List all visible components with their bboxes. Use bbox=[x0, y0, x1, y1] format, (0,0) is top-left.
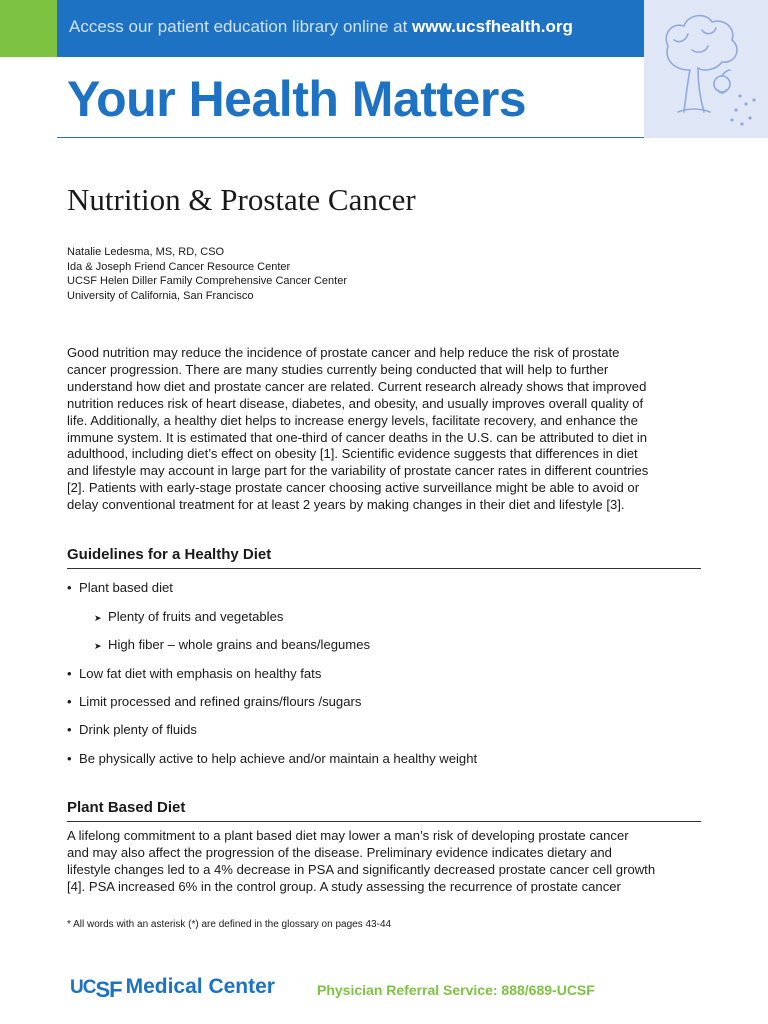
plant-line: lifestyle changes led to a 4% decrease in PSA and significantly decreased prostate cancer cell growth bbox=[67, 861, 656, 877]
list-item-text: High fiber – whole grains and beans/legumes bbox=[108, 637, 371, 652]
document-subtitle: Nutrition & Prostate Cancer bbox=[67, 182, 416, 217]
arrow-bullet-icon: ➤ bbox=[94, 641, 102, 651]
list-item bbox=[94, 637, 370, 652]
logo-uc: UC bbox=[70, 977, 96, 998]
intro-line: nutrition reduces risk of heart disease, diabetes, and obesity, and usually improves overall quality of bbox=[67, 395, 644, 411]
intro-line: life. Additionally, a healthy diet helps to increase energy levels, facilitate recovery, and enhance the bbox=[67, 412, 638, 428]
list-item-text: Plant based diet bbox=[79, 580, 173, 595]
title-divider bbox=[57, 137, 644, 138]
bullet-icon: • bbox=[67, 751, 72, 766]
list-item bbox=[67, 580, 173, 595]
plant-line: and may also affect the progression of the disease. Preliminary evidence indicates dietary and bbox=[67, 844, 612, 860]
banner-url-link[interactable]: www.ucsfhealth.org bbox=[412, 17, 573, 36]
list-item bbox=[67, 722, 197, 737]
intro-line: immune system. It is estimated that one-third of cancer deaths in the U.S. can be attributed to diet in bbox=[67, 429, 648, 445]
bullet-icon: • bbox=[67, 722, 72, 737]
banner-lead: Access our patient education library online at bbox=[69, 17, 413, 36]
intro-line: understand how diet and prostate cancer are related. Current research already shows that improved bbox=[67, 378, 647, 394]
plant-diet-heading: Plant Based Diet bbox=[67, 799, 186, 816]
list-item-text: Drink plenty of fluids bbox=[79, 722, 197, 737]
bullet-icon: • bbox=[67, 694, 72, 709]
intro-line: delay conventional treatment for at least 2 years by making changes in their diet and lifestyle [3]. bbox=[67, 497, 625, 513]
logo-ucsf bbox=[70, 977, 122, 1002]
author-block bbox=[67, 245, 347, 303]
list-item-text: Low fat diet with emphasis on healthy fats bbox=[79, 666, 322, 681]
green-accent-tab bbox=[0, 0, 57, 57]
intro-line: Good nutrition may reduce the incidence of prostate cancer and help reduce the risk of prostate bbox=[67, 345, 620, 360]
author-line: UCSF Helen Diller Family Comprehensive Cancer Center bbox=[67, 275, 347, 287]
list-item-text: Plenty of fruits and vegetables bbox=[108, 609, 284, 624]
physician-referral-text: Physician Referral Service: 888/689-UCSF bbox=[317, 982, 595, 998]
banner-text bbox=[69, 17, 573, 37]
plant-diet-paragraph bbox=[67, 828, 707, 896]
author-line: University of California, San Francisco bbox=[67, 289, 254, 302]
plant-diet-divider bbox=[67, 821, 701, 822]
logo-medical-center: Medical Center bbox=[125, 975, 275, 998]
list-item bbox=[67, 666, 321, 681]
list-item-text: Limit processed and refined grains/flours /sugars bbox=[79, 694, 362, 709]
tree-apple-icon bbox=[644, 0, 768, 138]
plant-line: [4]. PSA increased 6% in the control group. A study assessing the recurrence of prostate cancer bbox=[67, 878, 621, 894]
page-title: Your Health Matters bbox=[67, 71, 527, 127]
arrow-bullet-icon: ➤ bbox=[94, 613, 102, 623]
list-item-text: Be physically active to help achieve and/or maintain a healthy weight bbox=[79, 751, 478, 766]
glossary-footnote: * All words with an asterisk (*) are defined in the glossary on pages 43-44 bbox=[67, 919, 392, 930]
list-item bbox=[67, 694, 361, 709]
guidelines-heading: Guidelines for a Healthy Diet bbox=[67, 546, 272, 563]
intro-line: [2]. Patients with early-stage prostate cancer choosing active surveillance might be able to avoid or bbox=[67, 480, 640, 496]
plant-line: A lifelong commitment to a plant based diet may lower a man’s risk of developing prostate cancer bbox=[67, 828, 629, 843]
bullet-icon: • bbox=[67, 666, 72, 681]
list-item bbox=[94, 609, 283, 624]
guidelines-divider bbox=[67, 568, 701, 569]
intro-line: adulthood, including diet’s effect on obesity [1]. Scientific evidence suggests that differences in diet bbox=[67, 446, 638, 462]
author-line: Ida & Joseph Friend Cancer Resource Center bbox=[67, 260, 291, 273]
top-banner bbox=[57, 0, 644, 57]
intro-line: cancer progression. There are many studies currently being conducted that will help to further bbox=[67, 361, 609, 377]
intro-line: and lifestyle may account in large part for the variability of prostate cancer rates in different countries bbox=[67, 463, 649, 479]
list-item bbox=[67, 751, 477, 766]
intro-paragraph bbox=[67, 345, 701, 514]
author-line: Natalie Ledesma, MS, RD, CSO bbox=[67, 246, 225, 258]
ucsf-medical-center-logo bbox=[70, 973, 275, 1003]
bullet-icon: • bbox=[67, 580, 72, 595]
logo-sf: SF bbox=[95, 977, 122, 1002]
